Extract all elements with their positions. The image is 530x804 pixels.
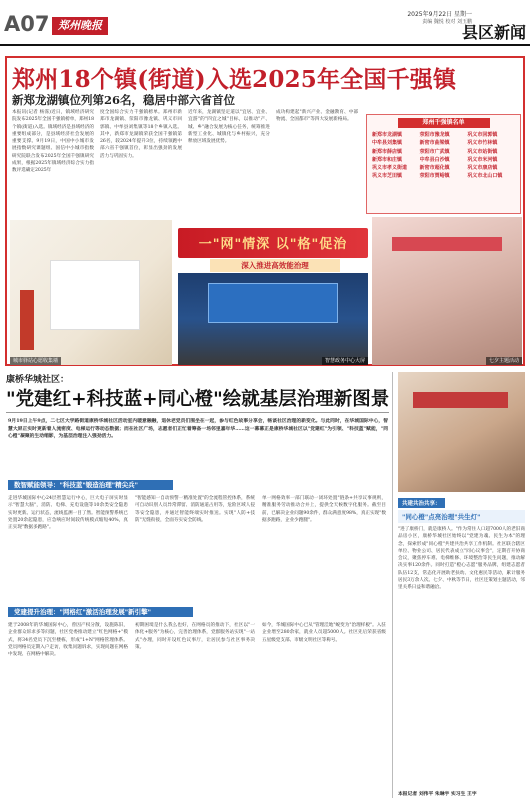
photo-caption-mid: 智慧政务中心大屏 bbox=[322, 357, 368, 365]
story1-col-1: 本报讯(记者 杨霈)近日，镇域经济研究院发布2025年全国千强镇榜单，郑州18个镇(街道)入选。镇域经济是县域经济的重要组成部分，是县域经济社会发展的重要支撑。9月19日，中国中小城市发展指数研究课题组、国信中小城市指数研究院联合发布2025年全国千强镇研究成果，根据2025年镇域经济综合实力指数评选确定2025年 bbox=[12, 110, 94, 174]
town-name: 中牟县白沙镇 bbox=[419, 156, 450, 163]
banner-main: 一"网"情深 以"格"促治 bbox=[198, 237, 348, 252]
town-name: 巩义市孝义街道 bbox=[372, 165, 408, 172]
red-column bbox=[20, 290, 34, 350]
side-tag: 共建共治共享： bbox=[398, 498, 445, 508]
story2-headline: "党建红+科技蓝+同心橙"绘就基层治理新图景 bbox=[6, 389, 390, 410]
town-list bbox=[367, 131, 520, 179]
subsection-1-heading: 数智赋能领导："科技蓝"锻造治理"精尖兵" bbox=[8, 480, 173, 490]
town-name: 巩义市康店镇 bbox=[467, 165, 498, 172]
town-name: 荥阳市豫龙镇 bbox=[419, 132, 450, 138]
story2-sub1-col3: 单一网格效率一部门联动一闭环处置"链条+共享议事规则，精准服务劳动推动合并上，提供全天候数字化服务。截至目前，已解决企业问题90余件，群众满意度98%，真正实现"数据多跑路，企业少跑腿"。 bbox=[262, 496, 386, 523]
banner-sub: 深入推进高效能治理 bbox=[210, 259, 340, 272]
header-rule bbox=[0, 44, 530, 46]
town-name: 巩义市竹林镇 bbox=[467, 140, 498, 147]
town-name: 巩义市北山口镇 bbox=[467, 173, 503, 180]
masthead bbox=[0, 0, 530, 46]
story1-col-4: 成功构建起"新兴产业、金融教育、中部物流、全国都市"等四大发展新格局。 bbox=[276, 110, 358, 123]
section-title: 县区新闻 bbox=[461, 23, 526, 42]
paper-name: 郑州晚报 bbox=[58, 19, 102, 32]
side-body: "进了康桥门，就是康桥人。"作为常住人口超7000人的老旧商品房小区，康桥华城社区始终以"党建为魂、民生为本"的理念，探索形成"同心橙"共建共治共享工作机制。社区联合辖区单位、物业公司、居民代表成立"同心议事会"，定期召开协商会议，聚焦停车难、电梯维修、环境整治等民生问题，推动解决实事120余件。同时打造"橙心志愿"服务品牌，组建志愿者队伍12支，常态化开展助老扶幼、文化惠民等活动，累计服务居民3万余人次。七夕、中秋等节日，社区还策划主题活动，邻里关系日益和谐融洽。 bbox=[398, 527, 525, 591]
right-column-divider bbox=[392, 372, 393, 798]
campaign-banner bbox=[178, 228, 368, 258]
story2-sub2-col2: 初期困境是什么我么也好，在网格员的推动下，社区以"一体化+服务"为核心，完善治理体系，党群服务站实现"一站式"办理，同时开设红色议事厅，让居民参与社区事务决策。 bbox=[135, 623, 255, 650]
issue-date: 2025年9月22日 星期一 bbox=[407, 11, 472, 18]
town-list-title: 郑州千强镇名单 bbox=[398, 118, 490, 128]
town-name: 巩义市米河镇 bbox=[467, 156, 498, 163]
story2-lead: 9月19日上午9点，二七区大学路街道康桥华城社区活动室内暖意融融，退休老党员们围坐在一起，参与红色故事分享会，畅谈社区治理的新变化。与此同时，在华城国际中心，智慧大屏正实时更新着人流密度、电梯运行等动态数据；而在社区广场，志愿者们正忙着筹备一场邻里嘉年华……这一幕幕正是康桥华城社区以"党建红"为引领、"科技蓝"赋能，"同心橙"凝聚的生动缩影，为基层治理注入强劲活力。 bbox=[8, 418, 388, 440]
story2-title-rule bbox=[6, 412, 389, 413]
paper-logo bbox=[52, 17, 108, 35]
photo-qixi-event bbox=[372, 217, 522, 365]
town-name: 巩义市回郭镇 bbox=[467, 132, 498, 138]
stage-banner bbox=[413, 392, 508, 408]
photo-community-event bbox=[398, 372, 525, 492]
story1-col-2: 度全国综合实力千强镇榜单。郑州市新郑市龙湖镇、荥阳市豫龙镇、巩义市回郭镇、中牟县刘集镇等18个乡镇入选。其中，新郑市龙湖镇荣获全国千强镇第26名，较2024年提升3位，持续领跑中部六省千强镇首位，彰显出强劲的发展活力与巩固实力。 bbox=[100, 110, 182, 159]
town-name: 中牟县刘集镇 bbox=[372, 140, 403, 147]
wish-board bbox=[50, 260, 140, 330]
photo-smart-screen bbox=[178, 273, 368, 365]
photo-wish-wall bbox=[10, 220, 172, 365]
event-banner bbox=[392, 237, 502, 251]
story2-sub2-col3: 如今，华城国际中心已从"管理洼地"蜕变为"治理样板"。入驻企业增至280余家，就业人员超5000人。社区先后荣获省级五星级党支部、市级文明社区等称号。 bbox=[262, 623, 386, 643]
town-name: 荥阳市广武镇 bbox=[419, 148, 450, 155]
led-screen bbox=[208, 283, 338, 323]
story2-sub1-col2: "智能感知一自动预警一精准处置"的全流程管控体系，系统可自动识别人员异常滞留、消防通道占用等，危险区域人侵等安全隐患，并通过智能终端实时推送。实现"人防+技防"无缝衔接，全面夯实安全防线。 bbox=[135, 496, 255, 523]
subsection-2-heading: 党建提升治理："网格红"激活治理发展"新引擎" bbox=[8, 607, 193, 617]
town-name: 巩义市芝田镇 bbox=[372, 173, 403, 180]
page-number: A07 bbox=[4, 12, 50, 36]
story1-subheadline: 新郑龙湖镇位列第26名，稳居中部六省首位 bbox=[12, 93, 236, 107]
town-name: 新郑市薛店镇 bbox=[372, 148, 403, 155]
story1-col-3: 近年来，龙湖镇坚定道以"宜居、宜业、宜游"的"四宜之城"目标，以推动"产、城、乡"融合发展为核心任务，统筹推进新型工业化、城镇化与乡村振兴，充分释放区域发展优势。 bbox=[188, 110, 270, 145]
story1-headline: 郑州18个镇(街道)入选2025年全国千强镇 bbox=[12, 66, 457, 93]
town-name: 新郑市和庄镇 bbox=[372, 156, 403, 163]
story2-sub1-col1: 走进华城国际中心24层智慧运行中心，巨大电子屏实时显示"智慧大脑"，消防、电梯、充电设施等10余类安全隐患实时更新。运行状态，流线监测一目了然。智能预警系统已处置20余起隐患，应急响应时间较传统模式缩短40%，真正实现"数据多跑路"。 bbox=[8, 496, 128, 531]
side-title: "同心橙"点亮治理"共生灯" bbox=[398, 510, 525, 523]
editor-line: 责编 魏悦 校对 刘玉鹏 bbox=[422, 19, 472, 25]
town-name: 新郑市龙湖镇 bbox=[372, 132, 403, 138]
photo-caption-right: 七夕主题活动 bbox=[486, 357, 522, 365]
town-name: 荥阳市贾峪镇 bbox=[419, 173, 450, 180]
town-list-box bbox=[366, 114, 521, 214]
story2-kicker: 康桥华城社区： bbox=[6, 375, 70, 385]
reporter-credit: 本报记者 刘伟平 朱琳宇 实习生 王宇 bbox=[398, 792, 477, 797]
town-name: 新密市曲梁镇 bbox=[419, 140, 450, 147]
town-name: 巩义市站街镇 bbox=[467, 148, 498, 155]
town-name: 新密市超化镇 bbox=[419, 165, 450, 172]
photo-caption-left: 城市驿站心愿收集墙 bbox=[10, 357, 61, 365]
story2-sub2-col1: 建于2008年的华城国际中心，曾因产权分散，设施陈旧，企业群众诉求多等问题，社区党委推动建立"红色网格+"模式，将34名党员下沉至楼栋，形成"1+N"网格管理体系。党员网格员定期入户走访，收集问题诉求，实现问题在网格中发现、在网格中解决。 bbox=[8, 623, 128, 658]
